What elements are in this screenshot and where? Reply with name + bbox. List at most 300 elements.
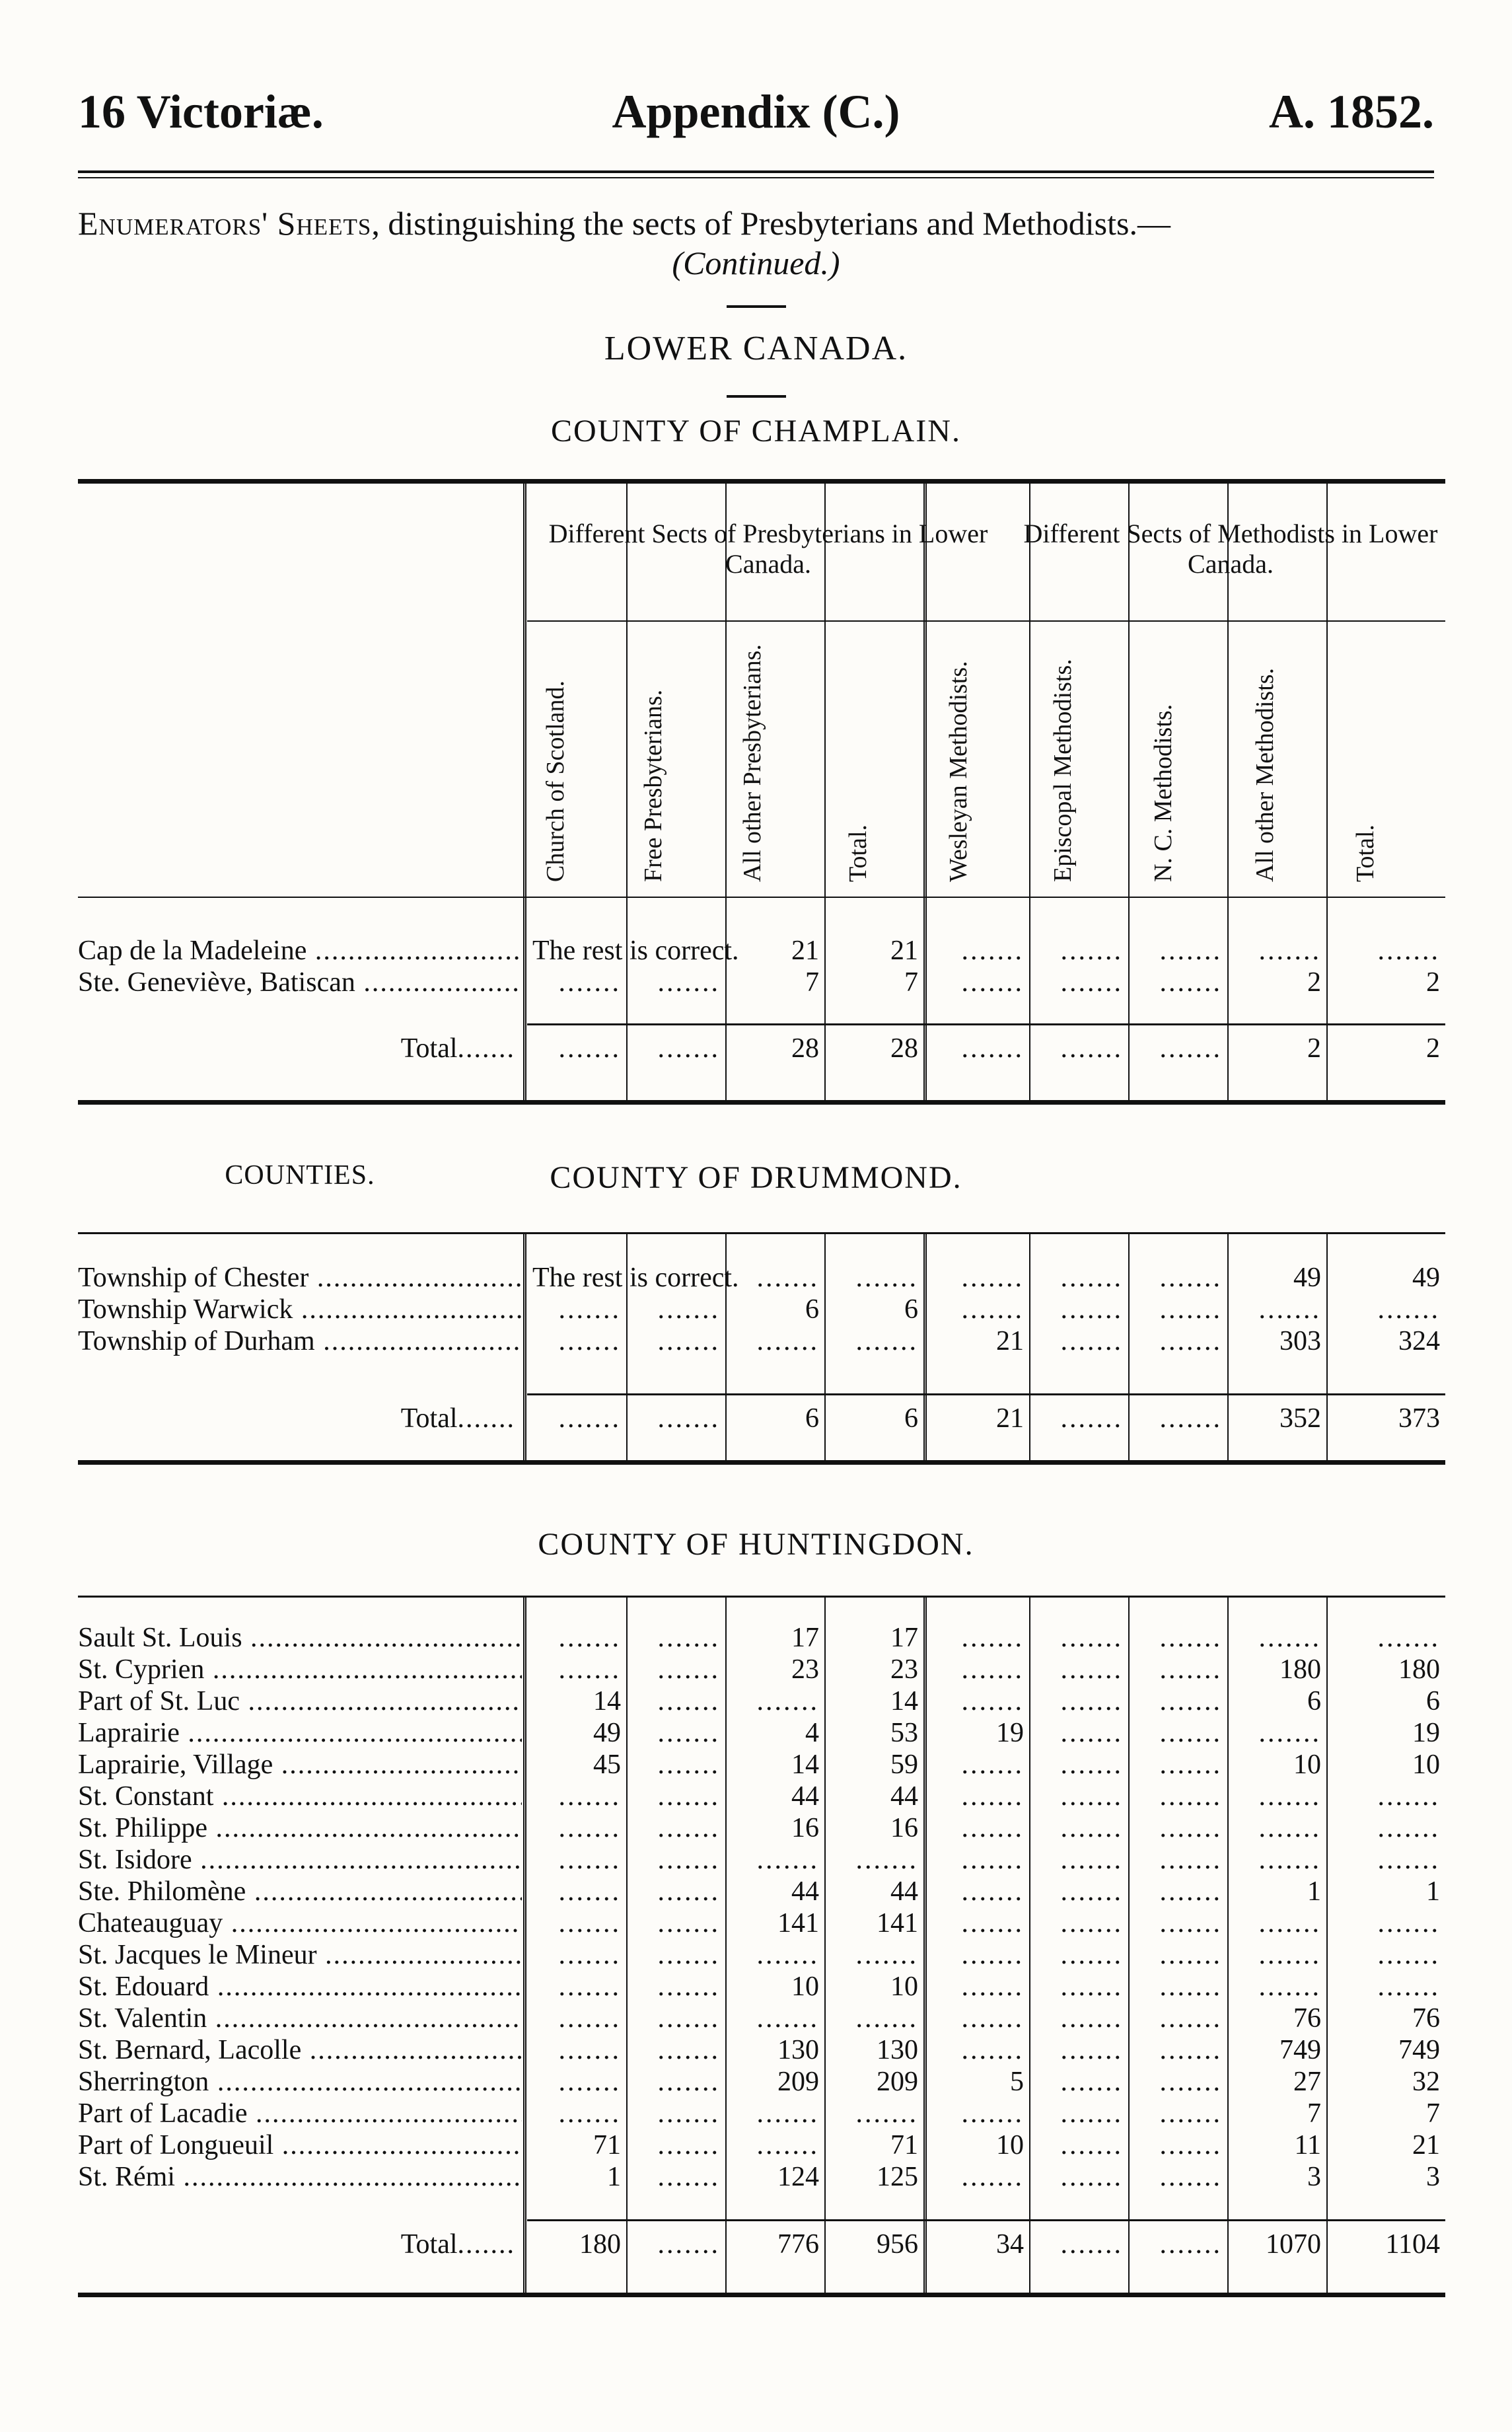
value-cell [824, 1262, 923, 1294]
value-cell [527, 1907, 626, 1939]
header-all-other-presbyterians: All other Presbyterians. [738, 644, 766, 882]
value-cell: 76 [1412, 2003, 1440, 2034]
place-name-sault-st-louis: Sault St. Louis ..... [78, 1622, 522, 1654]
value-cell: 180 [1279, 1654, 1321, 1685]
value-cell: 2 [1307, 1033, 1321, 1064]
value-cell [930, 1685, 1029, 1717]
value-cell [1128, 1685, 1227, 1717]
value-cell: 16 [890, 1813, 918, 1843]
place-name-ste-philomene: Ste. Philomène ..... [78, 1876, 522, 1907]
place-name-chateauguay: Chateauguay ..... [78, 1907, 522, 1939]
value-cell [1227, 1971, 1326, 2003]
place-name-ste-genevieve-batiscan: Ste. Geneviève, Batiscan ..... [78, 967, 522, 998]
value-cell: 14 [890, 1686, 918, 1716]
value-cell: 10 [1412, 1750, 1440, 1780]
value-cell: 1 [607, 2162, 621, 2192]
table-row [78, 2161, 1445, 2193]
value-cell [527, 1812, 626, 1844]
value-cell [1128, 1654, 1227, 1685]
value-cell [626, 1812, 725, 1844]
header-counties: COUNTIES. [225, 1160, 375, 1191]
value-cell [1128, 2003, 1227, 2034]
head-rule [78, 170, 1434, 173]
value-cell [626, 2003, 725, 2034]
table-row [78, 1622, 1445, 1654]
value-cell [626, 1622, 725, 1654]
value-cell: 17 [890, 1623, 918, 1653]
value-cell [527, 1781, 626, 1812]
intro-continued: (Continued.) [672, 244, 840, 281]
table-row [78, 1749, 1445, 1781]
table-row [78, 2129, 1445, 2161]
value-cell [527, 1876, 626, 1907]
value-cell: 141 [777, 1908, 819, 1938]
value-cell [1029, 1749, 1128, 1781]
value-cell [527, 1654, 626, 1685]
section-title-drummond: COUNTY OF DRUMMOND. [550, 1160, 962, 1195]
value-cell [1326, 1294, 1445, 1325]
value-cell: 14 [593, 1686, 621, 1716]
value-cell [1128, 2129, 1227, 2161]
value-cell [1128, 1403, 1227, 1434]
value-cell [1128, 967, 1227, 998]
value-cell [1128, 2034, 1227, 2066]
total-rule [527, 1023, 1445, 1025]
header-bottom-rule [78, 897, 1445, 898]
value-cell [1326, 1812, 1445, 1844]
value-cell [930, 1812, 1029, 1844]
value-cell [930, 2003, 1029, 2034]
place-name-st-edouard: St. Edouard ..... [78, 1971, 522, 2003]
value-cell [527, 967, 626, 998]
value-cell [725, 1262, 824, 1294]
value-cell [725, 1325, 824, 1357]
value-cell: 23 [890, 1654, 918, 1685]
value-cell [1128, 1876, 1227, 1907]
value-cell: 1104 [1385, 2229, 1440, 2260]
value-cell: 749 [1398, 2035, 1440, 2065]
value-cell [1227, 1622, 1326, 1654]
value-cell [527, 1971, 626, 2003]
remark-rest-is-correct: The rest is correct. [527, 935, 739, 967]
value-cell [1128, 1717, 1227, 1749]
value-cell: 59 [890, 1750, 918, 1780]
value-cell [1128, 1781, 1227, 1812]
value-cell: 180 [1398, 1654, 1440, 1685]
place-name-cap-de-la-madeleine: Cap de la Madeleine ..... [78, 935, 522, 967]
value-cell [1029, 1876, 1128, 1907]
value-cell: 956 [877, 2229, 918, 2260]
running-head-session: 16 Victoriæ. [78, 85, 324, 138]
value-cell [930, 1781, 1029, 1812]
value-cell: 2 [1426, 967, 1440, 998]
header-presbyterian-group: Different Sects of Presbyterians in Lower Canada. [548, 519, 988, 579]
value-cell [930, 1907, 1029, 1939]
value-cell [1029, 1622, 1128, 1654]
place-name-st-philippe: St. Philippe ..... [78, 1812, 522, 1844]
total-label: Total ....... [78, 1403, 522, 1434]
value-cell [1128, 2098, 1227, 2129]
table-bottom-rule [78, 2293, 1445, 2297]
value-cell [527, 1939, 626, 1971]
value-cell [824, 1325, 923, 1357]
value-cell [1029, 2161, 1128, 2193]
place-name-part-of-longueuil: Part of Longueuil ..... [78, 2129, 522, 2161]
value-cell [626, 967, 725, 998]
place-name-laprairie-village: Laprairie, Village ..... [78, 1749, 522, 1781]
total-rule [527, 1393, 1445, 1395]
value-cell [1128, 1749, 1227, 1781]
value-cell [527, 1294, 626, 1325]
value-cell [527, 1622, 626, 1654]
header-methodist-group: Different Sects of Methodists in Lower Canada. [1023, 519, 1438, 579]
value-cell: 10 [791, 1971, 819, 2002]
value-cell: 1070 [1266, 2229, 1321, 2260]
value-cell [930, 1939, 1029, 1971]
value-cell: 5 [1010, 2067, 1024, 2097]
value-cell: 180 [579, 2229, 621, 2260]
value-cell: 130 [877, 2035, 918, 2065]
value-cell [930, 2098, 1029, 2129]
short-rule [727, 305, 786, 308]
running-head [78, 85, 1434, 137]
value-cell: 4 [805, 1718, 819, 1748]
value-cell [626, 2229, 725, 2260]
total-rule [527, 2219, 1445, 2221]
value-cell [930, 1294, 1029, 1325]
value-cell [626, 1749, 725, 1781]
place-name-st-jacques-le-mineur: St. Jacques le Mineur ..... [78, 1939, 522, 1971]
table-huntingdon [78, 1596, 1445, 2303]
table-row [78, 1717, 1445, 1749]
table-row [78, 2066, 1445, 2098]
value-cell [725, 1939, 824, 1971]
value-cell [527, 2098, 626, 2129]
value-cell [626, 1403, 725, 1434]
total-row [78, 2229, 1445, 2260]
value-cell [824, 2098, 923, 2129]
value-cell [1128, 2229, 1227, 2260]
value-cell: 21 [1412, 2130, 1440, 2160]
value-cell [527, 2003, 626, 2034]
total-row [78, 1403, 1445, 1434]
value-cell [930, 2034, 1029, 2066]
place-name-sherrington: Sherrington ..... [78, 2066, 522, 2098]
value-cell: 27 [1293, 2067, 1321, 2097]
value-cell [626, 2098, 725, 2129]
header-wesleyan-methodists: Wesleyan Methodists. [945, 661, 972, 882]
table-bottom-rule [78, 1100, 1445, 1105]
value-cell [725, 2129, 824, 2161]
value-cell [1227, 1717, 1326, 1749]
table-bottom-rule [78, 1460, 1445, 1465]
value-cell: 7 [904, 967, 918, 998]
value-cell: 6 [904, 1403, 918, 1434]
value-cell: 1 [1307, 1876, 1321, 1907]
table-row [78, 967, 1445, 998]
value-cell [1326, 1781, 1445, 1812]
region-title: LOWER CANADA. [604, 330, 908, 367]
value-cell [1029, 2098, 1128, 2129]
value-cell [1029, 1907, 1128, 1939]
value-cell [1128, 1971, 1227, 2003]
value-cell: 125 [877, 2162, 918, 2192]
value-cell: 71 [890, 2130, 918, 2160]
value-cell: 32 [1412, 2067, 1440, 2097]
value-cell [1326, 1971, 1445, 2003]
value-cell [1029, 1781, 1128, 1812]
value-cell [1029, 1844, 1128, 1876]
table-row [78, 2003, 1445, 2034]
value-cell [1128, 1622, 1227, 1654]
value-cell: 28 [890, 1033, 918, 1064]
value-cell: 10 [890, 1971, 918, 2002]
value-cell [1227, 935, 1326, 967]
value-cell [1128, 1294, 1227, 1325]
section-title-huntingdon: COUNTY OF HUNTINGDON. [538, 1527, 974, 1562]
value-cell [527, 1403, 626, 1434]
value-cell [1128, 2161, 1227, 2193]
value-cell: 21 [890, 936, 918, 966]
table-row [78, 935, 1445, 967]
value-cell [725, 1844, 824, 1876]
value-cell [626, 1971, 725, 2003]
running-head-year: A. 1852. [1269, 85, 1434, 138]
table-row [78, 1685, 1445, 1717]
value-cell: 17 [791, 1623, 819, 1653]
value-cell: 124 [777, 2162, 819, 2192]
table-drummond [78, 1232, 1445, 1470]
place-name-st-bernard-lacolle: St. Bernard, Lacolle ..... [78, 2034, 522, 2066]
table-top-rule [78, 1596, 1445, 1598]
table-top-rule [78, 479, 1445, 484]
place-name-township-warwick: Township Warwick ..... [78, 1294, 522, 1325]
place-name-st-constant: St. Constant ..... [78, 1781, 522, 1812]
total-row [78, 1033, 1445, 1064]
value-cell: 776 [777, 2229, 819, 2260]
place-name-laprairie: Laprairie ..... [78, 1717, 522, 1749]
value-cell [626, 2034, 725, 2066]
section-title-champlain: COUNTY OF CHAMPLAIN. [551, 414, 961, 449]
table-top-rule [78, 1232, 1445, 1234]
table-row [78, 1325, 1445, 1357]
value-cell [527, 1033, 626, 1064]
value-cell [1128, 1812, 1227, 1844]
value-cell: 6 [1426, 1686, 1440, 1716]
value-cell: 3 [1426, 2162, 1440, 2192]
value-cell: 10 [996, 2130, 1024, 2160]
value-cell [1029, 1939, 1128, 1971]
value-cell [725, 2003, 824, 2034]
table-row [78, 1844, 1445, 1876]
value-cell [930, 1971, 1029, 2003]
short-rule [727, 395, 786, 398]
value-cell: 34 [996, 2229, 1024, 2260]
value-cell [626, 1717, 725, 1749]
running-head-appendix: Appendix (C.) [612, 85, 900, 138]
header-all-other-methodists: All other Methodists. [1251, 667, 1279, 882]
value-cell [1029, 1403, 1128, 1434]
value-cell: 44 [791, 1781, 819, 1812]
table-row [78, 1654, 1445, 1685]
value-cell [1326, 1939, 1445, 1971]
value-cell [824, 1844, 923, 1876]
place-name-st-isidore: St. Isidore ..... [78, 1844, 522, 1876]
value-cell [930, 2161, 1029, 2193]
value-cell [1029, 1971, 1128, 2003]
value-cell [1227, 1939, 1326, 1971]
value-cell [1029, 1654, 1128, 1685]
value-cell [1128, 1907, 1227, 1939]
value-cell [1029, 1033, 1128, 1064]
value-cell: 44 [890, 1876, 918, 1907]
place-name-st-cyprien: St. Cyprien ..... [78, 1654, 522, 1685]
value-cell [626, 1939, 725, 1971]
value-cell: 14 [791, 1750, 819, 1780]
value-cell: 49 [1412, 1263, 1440, 1293]
value-cell [1227, 1781, 1326, 1812]
value-cell [1128, 1033, 1227, 1064]
value-cell: 6 [805, 1403, 819, 1434]
table-row [78, 1294, 1445, 1325]
value-cell [527, 2066, 626, 2098]
value-cell [930, 1622, 1029, 1654]
value-cell [930, 1876, 1029, 1907]
value-cell [930, 967, 1029, 998]
value-cell: 76 [1293, 2003, 1321, 2034]
value-cell [725, 2098, 824, 2129]
value-cell [626, 1294, 725, 1325]
column-rule [523, 479, 526, 1100]
value-cell [626, 2129, 725, 2161]
value-cell [1029, 935, 1128, 967]
intro-paragraph [78, 203, 1434, 283]
value-cell: 130 [777, 2035, 819, 2065]
value-cell [725, 1685, 824, 1717]
remark-rest-is-correct: The rest is correct. [527, 1262, 739, 1294]
table-row [78, 2098, 1445, 2129]
value-cell [1128, 935, 1227, 967]
header-church-of-scotland: Church of Scotland. [542, 680, 569, 882]
value-cell [527, 1844, 626, 1876]
total-label: Total ....... [78, 1033, 522, 1064]
intro-text: , distinguishing the sects of Presbyterians and Methodists.— [371, 205, 1170, 242]
header-free-presbyterians: Free Presbyterians. [639, 689, 667, 882]
place-name-part-of-st-luc: Part of St. Luc ..... [78, 1685, 522, 1717]
value-cell [1029, 1262, 1128, 1294]
place-name-st-remi: St. Rémi ..... [78, 2161, 522, 2193]
value-cell: 2 [1426, 1033, 1440, 1064]
value-cell: 49 [1293, 1263, 1321, 1293]
value-cell [1029, 2003, 1128, 2034]
value-cell: 71 [593, 2130, 621, 2160]
value-cell: 16 [791, 1813, 819, 1843]
value-cell: 6 [805, 1294, 819, 1325]
value-cell [626, 1781, 725, 1812]
value-cell: 2 [1307, 967, 1321, 998]
value-cell [1128, 1844, 1227, 1876]
value-cell [527, 2034, 626, 2066]
value-cell [930, 935, 1029, 967]
value-cell [626, 1685, 725, 1717]
value-cell [1029, 1685, 1128, 1717]
value-cell: 44 [791, 1876, 819, 1907]
value-cell: 6 [1307, 1686, 1321, 1716]
value-cell [626, 1876, 725, 1907]
value-cell [1128, 2066, 1227, 2098]
total-label: Total ....... [78, 2229, 522, 2260]
intro-lead: Enumerators' Sheets [78, 205, 372, 242]
value-cell: 324 [1398, 1326, 1440, 1356]
value-cell: 1 [1426, 1876, 1440, 1907]
value-cell: 373 [1398, 1403, 1440, 1434]
value-cell: 21 [996, 1403, 1024, 1434]
value-cell [1227, 1907, 1326, 1939]
value-cell [930, 1262, 1029, 1294]
header-presbyterian-total: Total. [844, 824, 872, 882]
value-cell: 11 [1294, 2130, 1321, 2160]
value-cell [626, 2066, 725, 2098]
value-cell [1128, 1939, 1227, 1971]
value-cell: 352 [1279, 1403, 1321, 1434]
head-rule-thin [78, 177, 1434, 178]
place-name-township-of-durham: Township of Durham ..... [78, 1325, 522, 1357]
value-cell: 10 [1293, 1750, 1321, 1780]
value-cell: 141 [877, 1908, 918, 1938]
value-cell: 21 [791, 936, 819, 966]
value-cell [1029, 1812, 1128, 1844]
value-cell [1227, 1844, 1326, 1876]
value-cell: 28 [791, 1033, 819, 1064]
value-cell: 3 [1307, 2162, 1321, 2192]
value-cell: 7 [805, 967, 819, 998]
header-nc-methodists: N. C. Methodists. [1149, 704, 1177, 882]
value-cell: 6 [904, 1294, 918, 1325]
value-cell [824, 1939, 923, 1971]
value-cell: 209 [777, 2067, 819, 2097]
table-row [78, 1971, 1445, 2003]
value-cell [626, 1033, 725, 1064]
value-cell [626, 1844, 725, 1876]
value-cell [527, 1325, 626, 1357]
table-row [78, 1939, 1445, 1971]
value-cell [1029, 2034, 1128, 2066]
value-cell: 23 [791, 1654, 819, 1685]
header-episcopal-methodists: Episcopal Methodists. [1049, 659, 1077, 882]
value-cell [1326, 935, 1445, 967]
value-cell [1029, 1717, 1128, 1749]
value-cell [1029, 1325, 1128, 1357]
value-cell: 44 [890, 1781, 918, 1812]
value-cell: 7 [1426, 2098, 1440, 2129]
place-name-township-of-chester: Township of Chester ..... [78, 1262, 522, 1294]
value-cell [1326, 1622, 1445, 1654]
value-cell: 7 [1307, 2098, 1321, 2129]
header-methodist-total: Total. [1351, 824, 1379, 882]
value-cell [1227, 1294, 1326, 1325]
value-cell [824, 2003, 923, 2034]
value-cell [1029, 2066, 1128, 2098]
header-group-rule [527, 620, 1445, 622]
value-cell: 19 [996, 1718, 1024, 1748]
value-cell: 53 [890, 1718, 918, 1748]
value-cell [626, 2161, 725, 2193]
value-cell: 49 [593, 1718, 621, 1748]
table-row [78, 1781, 1445, 1812]
place-name-part-of-lacadie: Part of Lacadie ..... [78, 2098, 522, 2129]
value-cell: 45 [593, 1750, 621, 1780]
table-row [78, 1812, 1445, 1844]
